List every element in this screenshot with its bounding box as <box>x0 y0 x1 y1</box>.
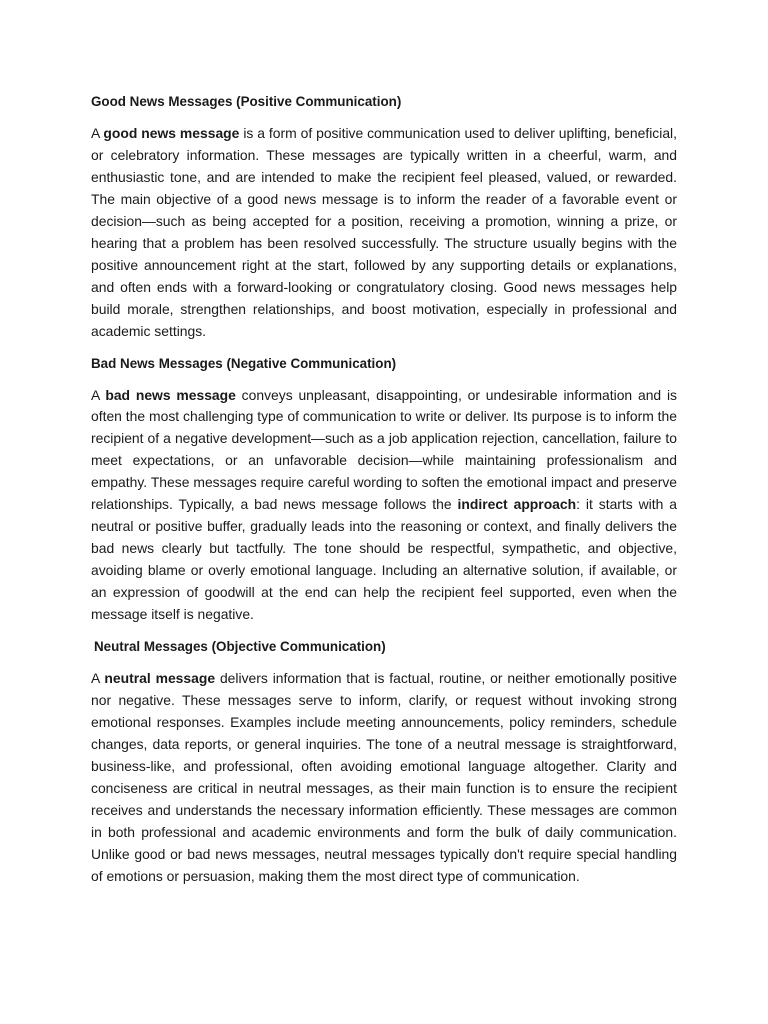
section-heading-bad-news: Bad News Messages (Negative Communication) <box>91 355 397 371</box>
section-heading-neutral: Neutral Messages (Objective Communication) <box>94 639 386 655</box>
paragraph-text: delivers information that is factual, routine, or neither emotionally positive nor negative. These messages serve to inform, clarify, or request without invoking strong emotional responses. Examples include meeting announcements, policy reminders, schedule changes, data reports, or general inquiries. The tone of a neutral message is straightforward, business-like, and professional, often avoiding emotional language altogether. Clarity and conciseness are critical in neutral messages, as their main function is to ensure the recipient receives and understands the necessary information efficiently. These messages are common in both professional and academic environments and form the bulk of daily communication. Unlike good or bad news messages, neutral messages typically don't require special handling of emotions or persuasion, making them the most direct type of communication. <box>91 670 678 884</box>
paragraph-neutral <box>91 668 677 888</box>
paragraph-text: : it starts with a neutral or positive buffer, gradually leads into the reasoning or context, and finally delivers the bad news clearly but tactfully. The tone should be respectful, sympathetic, and objective, avoiding blame or overly emotional language. Including an alternative solution, if available, or an expression of goodwill at the end can help the recipient feel supported, even when the message itself is negative. <box>91 496 677 623</box>
paragraph-text: is a form of positive communication used to deliver uplifting, beneficial, or celebratory information. These messages are typically written in a cheerful, warm, and enthusiastic tone, and are intended to make the recipient feel pleased, valued, or rewarded. The main objective of a good news message is to inform the reader of a favorable event or decision—such as being accepted for a position, receiving a promotion, winning a prize, or hearing that a problem has been resolved successfully. The structure usually begins with the positive announcement right at the start, followed by any supporting details or explanations, and often ends with a forward-looking or congratulatory closing. Good news messages help build morale, strengthen relationships, and boost motivation, especially in professional and academic settings. <box>91 125 678 339</box>
paragraph-text: A <box>91 386 106 403</box>
bold-term-indirect-approach: indirect approach <box>457 496 577 513</box>
bold-term-bad-news-message: bad news message <box>105 386 236 403</box>
paragraph-good-news <box>91 123 677 343</box>
paragraph-text: A <box>91 670 105 687</box>
bold-term-neutral-message: neutral message <box>104 670 216 687</box>
document-page <box>91 92 677 899</box>
section-heading-good-news: Good News Messages (Positive Communication) <box>91 94 402 109</box>
paragraph-text: conveys unpleasant, disappointing, or undesirable information and is often the most challenging type of communication to write or deliver. Its purpose is to inform the recipient of a negative development—such as a job application rejection, cancellation, failure to meet expectations, or an unfavorable decision—while maintaining professionalism and empathy. These messages require careful wording to soften the emotional impact and preserve relationships. Typically, a bad news message follows the <box>91 386 677 513</box>
paragraph-text: A <box>91 125 104 141</box>
bold-term-good-news-message: good news message <box>103 125 240 141</box>
paragraph-bad-news <box>91 385 677 626</box>
